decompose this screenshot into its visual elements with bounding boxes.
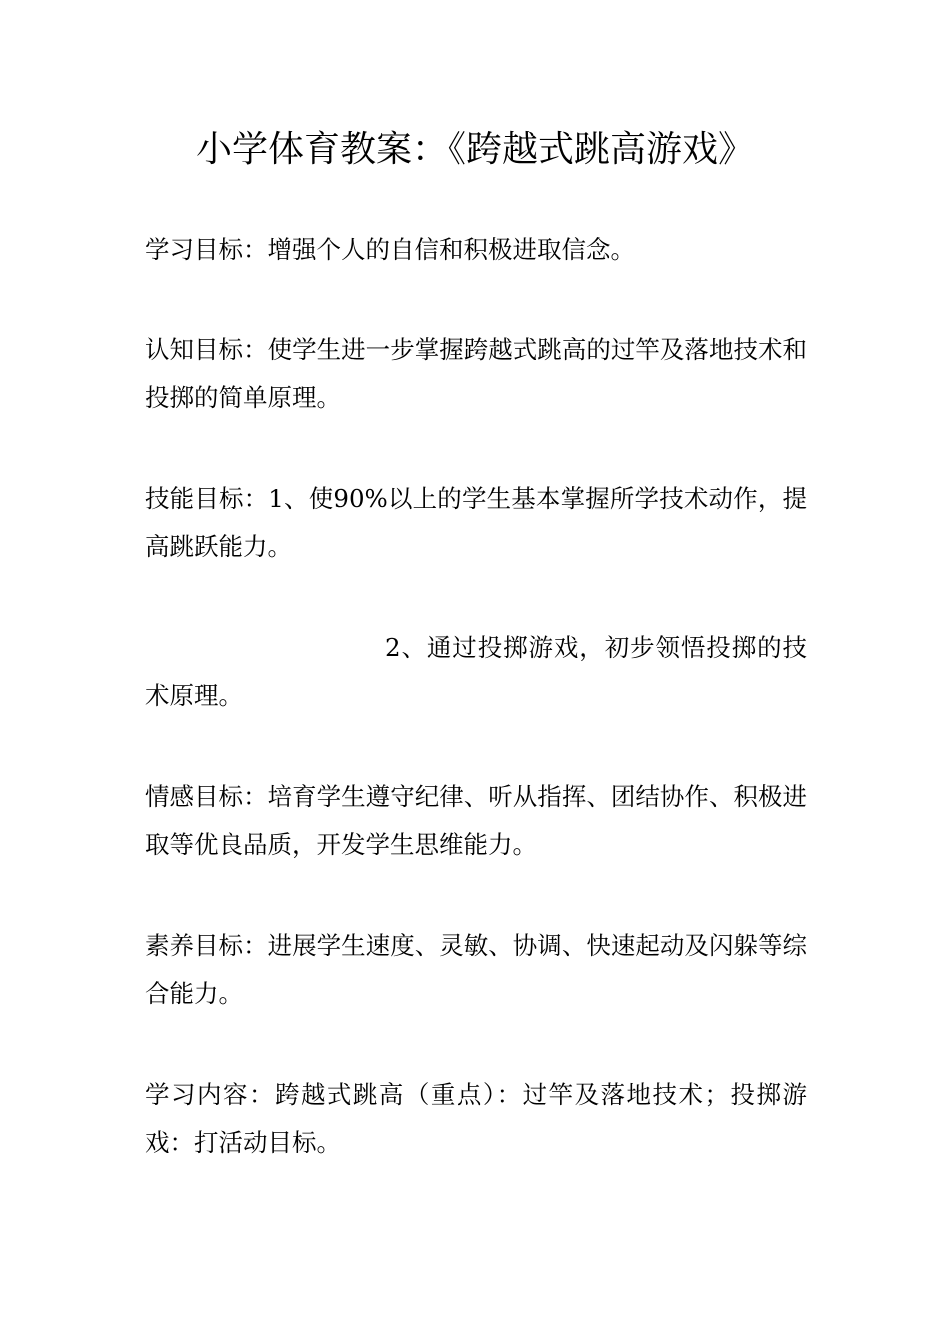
paragraph-learning-goal: 学习目标：增强个人的自信和积极进取信念。 [145,235,635,264]
paragraph-skill-goal-2: 2、通过投掷游戏，初步领悟投掷的技术原理。 [145,633,807,710]
paragraph-cognitive-goal: 认知目标：使学生进一步掌握跨越式跳高的过竿及落地技术和投掷的简单原理。 [145,335,807,412]
document-title: 小学体育教案：《跨越式跳高游戏》 [195,129,754,170]
paragraph-emotional-goal: 情感目标：培育学生遵守纪律、听从指挥、团结协作、积极进取等优良品质，开发学生思维能力。 [145,782,807,859]
paragraph-literacy-goal: 素养目标：进展学生速度、灵敏、协调、快速起动及闪躲等综合能力。 [145,931,807,1008]
paragraph-skill-goal-1: 技能目标：1、使90%以上的学生基本掌握所学技术动作，提高跳跃能力。 [145,484,807,561]
paragraph-learning-content: 学习内容：跨越式跳高（重点）：过竿及落地技术；投掷游戏：打活动目标。 [145,1080,807,1157]
